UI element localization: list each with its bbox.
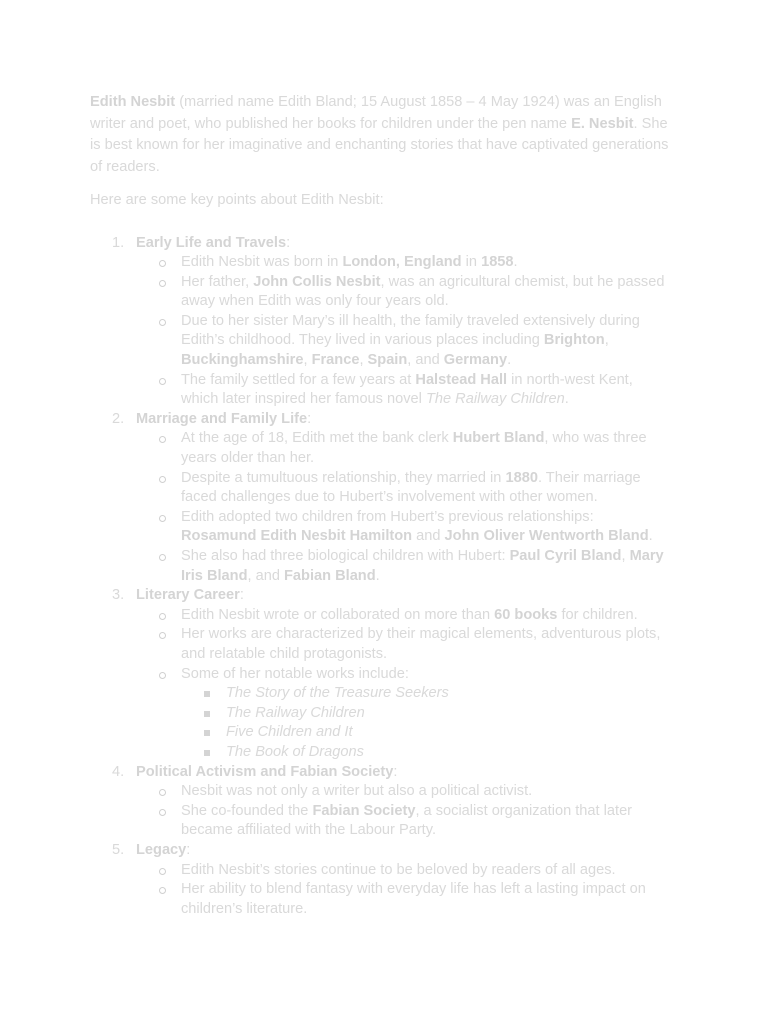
italic-text: The Railway Children [425, 391, 565, 408]
section-number: 1. [112, 234, 125, 251]
work-title: The Story of the Treasure Seekers [226, 685, 449, 702]
point-text: in north-west Kent, which later inspired her famous novel [181, 371, 633, 408]
bullet-point [136, 625, 670, 664]
notable-works-list [181, 684, 670, 762]
point-text: , and [247, 567, 285, 584]
point-text: Her works are characterized by their magical elements, adventurous plots, and relatable child protagonists. [181, 626, 661, 662]
point-text: , [303, 352, 312, 369]
point-text: for children. [557, 606, 638, 623]
point-text: , a socialist organization that later became affiliated with the Labour Party. [181, 802, 633, 839]
section-title: Legacy [136, 841, 187, 858]
bullet-point [136, 253, 670, 273]
point-text: , [359, 352, 368, 369]
bullet-point [136, 782, 670, 802]
section-title: Political Activism and Fabian Society [136, 763, 394, 780]
point-text: . [507, 352, 512, 369]
intro-text-2: . She is best known for her imaginative and enchanting stories that have captivated generations of readers. [90, 115, 669, 175]
section-number: 4. [112, 763, 125, 780]
section-title: Marriage and Family Life [136, 410, 308, 427]
section-item: 2. Marriage and Family Life: At the age of 18, Edith met the bank clerk Hubert Bland, who was three years older than her. Despite a tumultuous relationship, they married in 1880. Their marriage faced challenges due to Hubert’s involvement with other women. Edith adopted two children from Hubert’s previous relationships: Rosamund Edith Nesbit Hamilton and John Oliver Wentworth Bland. She also had three biological children with Hubert: Paul Cyril Bland, Mary Iris Bland, and Fabian Bland. [90, 410, 670, 586]
bullet-point [136, 547, 670, 586]
circle-bullet-icon [159, 554, 166, 561]
circle-bullet-icon [159, 613, 166, 620]
section-item: 3. Literary Career: Edith Nesbit wrote or collaborated on more than 60 books for children. Her works are characterized by their magical elements, adventurous plots, and relatable child protagonists. Some of her notable works include: The Story of the Treasure Seekers The Railway Children Five Children and It The Book of Dragons [90, 586, 670, 762]
section-points [136, 429, 670, 586]
point-text: Edith Nesbit’s stories continue to be beloved by readers of all ages. [181, 861, 616, 878]
bullet-point [136, 273, 670, 312]
point-text: She also had three biological children with Hubert: [181, 548, 510, 564]
point-text: , was an agricultural chemist, but he passed away when Edith was only four years old. [181, 273, 665, 310]
bold-text: 1880 [505, 469, 538, 486]
circle-bullet-icon [159, 632, 166, 639]
point-text: . [648, 528, 653, 545]
bold-text: Paul Cyril Bland [509, 548, 622, 564]
square-bullet-icon [204, 691, 210, 697]
bullet-point [136, 469, 670, 508]
section-item: 5. Legacy: Edith Nesbit’s stories continue to be beloved by readers of all ages. Her ability to blend fantasy with everyday life has left a lasting impact on children’s literature. [90, 841, 670, 919]
section-number: 5. [112, 841, 125, 858]
section-title: Early Life and Travels [136, 234, 287, 251]
intro-text-1: (married name Edith Bland; 15 August 1858 – 4 May 1924) was an English writer and poet, who published her books for children under the pen name [90, 94, 662, 132]
circle-bullet-icon [159, 868, 166, 875]
circle-bullet-icon [159, 809, 166, 816]
bold-text: Germany [443, 352, 508, 369]
bullet-point [136, 861, 670, 881]
notable-work-item [181, 704, 670, 724]
point-text: Edith adopted two children from Hubert’s previous relationships: [181, 508, 594, 525]
bold-text: 1858 [481, 254, 514, 271]
circle-bullet-icon [159, 378, 166, 385]
circle-bullet-icon [159, 436, 166, 443]
bold-text: Fabian Society [312, 802, 416, 819]
point-text: , and [407, 352, 444, 369]
circle-bullet-icon [159, 280, 166, 287]
point-text: She co-founded the [181, 802, 313, 819]
intro-name: Edith Nesbit [90, 94, 176, 110]
circle-bullet-icon [159, 887, 166, 894]
point-text: and [412, 528, 445, 545]
point-text: , [621, 548, 630, 564]
circle-bullet-icon [159, 319, 166, 326]
point-text: At the age of 18, Edith met the bank clerk [181, 430, 453, 447]
bullet-point [136, 371, 670, 410]
point-text: The family settled for a few years at [181, 371, 416, 388]
intro-paragraph [90, 92, 670, 178]
bold-text: Buckinghamshire [181, 352, 304, 369]
bold-text: Halstead Hall [415, 371, 508, 388]
bold-text: Mary Iris Bland [181, 548, 664, 584]
bold-text: Rosamund Edith Nesbit Hamilton [181, 528, 413, 545]
square-bullet-icon [204, 730, 210, 736]
lead-paragraph: Here are some key points about Edith Nesbit: [90, 192, 384, 208]
document-page [90, 92, 670, 919]
bullet-point [136, 880, 670, 919]
section-item: 1. Early Life and Travels: Edith Nesbit was born in London, England in 1858. Her father, John Collis Nesbit, was an agricultural chemist, but he passed away when Edith was only four years old. Due to her sister Mary’s ill health, the family traveled extensively during Edith’s childhood. They lived in various places including Brighton, Buckinghamshire, France, Spain, and Germany. The family settled for a few years at Halstead Hall in north-west Kent, which later inspired her famous novel The Railway Children. [90, 234, 670, 410]
square-bullet-icon [204, 750, 210, 756]
point-text: Edith Nesbit was born in [181, 254, 343, 271]
circle-bullet-icon [159, 260, 166, 267]
square-bullet-icon [204, 711, 210, 717]
bold-text: John Collis Nesbit [253, 273, 381, 290]
bold-text: Brighton [543, 332, 605, 349]
bold-text: John Oliver Wentworth Bland [444, 528, 649, 545]
section-item: 4. Political Activism and Fabian Society: Nesbit was not only a writer but also a political activist. She co-founded the Fabian Society, a socialist organization that later became affiliated with the Labour Party. [90, 763, 670, 841]
intro-pen-name: E. Nesbit [571, 115, 634, 132]
point-text: Despite a tumultuous relationship, they married in [181, 469, 506, 486]
point-text: Edith Nesbit wrote or collaborated on more than [181, 606, 495, 623]
point-text: , who was three years older than her. [181, 430, 647, 467]
notable-work-item [181, 684, 670, 704]
bullet-point [136, 606, 670, 626]
point-text: Due to her sister Mary’s ill health, the family traveled extensively during Edith’s childhood. They lived in various places including [181, 312, 640, 349]
point-text: . [513, 254, 518, 271]
circle-bullet-icon [159, 476, 166, 483]
point-text: . [375, 567, 380, 584]
point-text: Some of her notable works include: [181, 665, 409, 682]
work-title: The Book of Dragons [226, 743, 364, 760]
section-number: 3. [112, 587, 125, 604]
section-points [136, 861, 670, 920]
section-points [136, 782, 670, 841]
bullet-point [136, 429, 670, 468]
circle-bullet-icon [159, 515, 166, 522]
bold-text: Spain [367, 352, 408, 369]
bold-text: France [311, 352, 360, 369]
notable-work-item [181, 723, 670, 743]
circle-bullet-icon [159, 789, 166, 796]
point-text: Nesbit was not only a writer but also a political activist. [181, 783, 533, 800]
notable-work-item [181, 743, 670, 763]
work-title: The Railway Children [226, 704, 365, 721]
point-text: , [604, 332, 609, 349]
bullet-point [136, 665, 670, 763]
bullet-point [136, 508, 670, 547]
point-text: Her ability to blend fantasy with everyday life has left a lasting impact on children’s literature. [181, 881, 646, 917]
section-number: 2. [112, 410, 125, 427]
bold-text: London, England [342, 254, 462, 271]
bold-text: Fabian Bland [284, 567, 376, 584]
section-title: Literary Career [136, 587, 240, 604]
circle-bullet-icon [159, 672, 166, 679]
work-title: Five Children and It [226, 724, 353, 741]
point-text: . Their marriage faced challenges due to Hubert’s involvement with other women. [181, 469, 641, 506]
bold-text: 60 books [494, 606, 558, 623]
point-text: in [461, 254, 482, 271]
point-text: . [564, 391, 569, 408]
point-text: Her father, [181, 273, 254, 290]
bullet-point [136, 312, 670, 371]
section-points [136, 606, 670, 763]
bullet-point [136, 802, 670, 841]
section-points [136, 253, 670, 410]
key-points-list [90, 234, 670, 920]
bold-text: Hubert Bland [452, 430, 545, 447]
